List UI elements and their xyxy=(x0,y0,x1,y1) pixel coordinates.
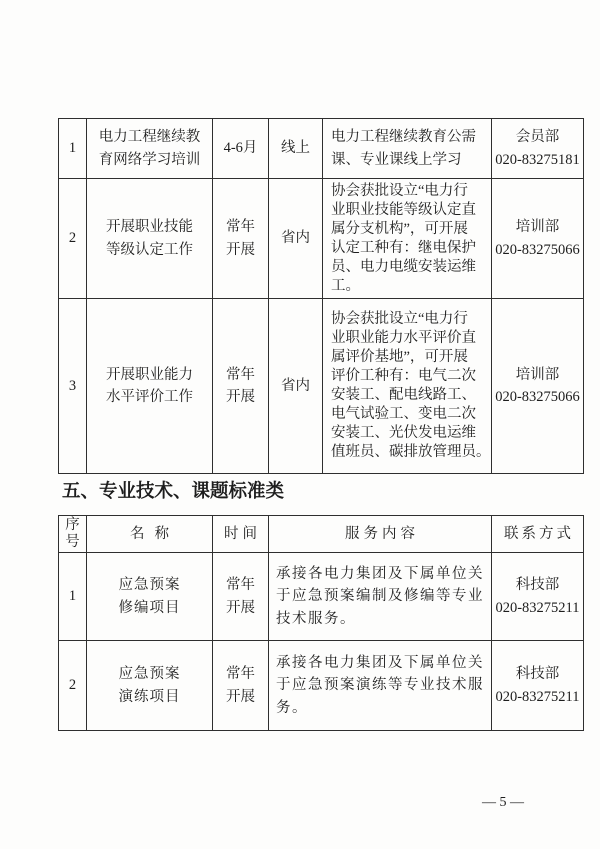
row-number-cell xyxy=(59,553,87,641)
contact-phone: 020-83275181 xyxy=(495,151,580,168)
time-cell xyxy=(213,119,269,179)
time-line: 常年 xyxy=(226,219,255,235)
time-line: 4-6月 xyxy=(223,140,258,156)
item-name-line: 修编项目 xyxy=(118,599,181,616)
item-name-line: 应急预案 xyxy=(118,577,181,593)
service-content-cell xyxy=(323,299,492,474)
contact-phone: 020-83275066 xyxy=(495,241,580,258)
content-line: 业职业能力水平评价直 xyxy=(331,330,476,346)
time-line: 开展 xyxy=(226,389,255,405)
item-name-line: 演练项目 xyxy=(118,688,181,705)
item-name-cell xyxy=(87,299,213,474)
header-name-cell xyxy=(87,516,213,553)
item-name-line: 开展职业能力 xyxy=(106,366,193,383)
contact-department: 培训部 xyxy=(515,219,560,235)
header-number-line: 号 xyxy=(65,534,80,550)
training-services-table xyxy=(58,118,584,474)
contact-cell xyxy=(492,119,584,179)
table-row xyxy=(59,553,584,641)
table-row xyxy=(59,179,584,299)
content-line: 协会获批设立“电力行 xyxy=(331,311,468,327)
item-name-line: 育网络学习培训 xyxy=(98,151,201,168)
location-line: 省内 xyxy=(281,377,310,394)
item-name-line: 应急预案 xyxy=(118,666,181,682)
time-line: 开展 xyxy=(226,599,255,616)
item-name-cell xyxy=(87,119,213,179)
content-line: 属评价基地”，可开展 xyxy=(331,349,468,365)
header-number-cell xyxy=(59,516,87,553)
time-cell xyxy=(213,179,269,299)
service-content-cell xyxy=(269,641,492,731)
content-line: 员、电力电缆安装运维 xyxy=(331,258,476,275)
contact-department: 科技部 xyxy=(515,577,560,593)
service-content-cell xyxy=(269,553,492,641)
content-line: 工。 xyxy=(331,277,360,294)
header-contact-cell xyxy=(492,516,584,553)
content-line: 电气试验工、变电二次 xyxy=(331,406,476,422)
header-contact: 联系方式 xyxy=(504,525,574,542)
contact-phone: 020-83275211 xyxy=(495,688,580,705)
contact-department: 会员部 xyxy=(515,128,560,145)
header-number-line: 序 xyxy=(65,517,80,533)
technical-services-table xyxy=(58,515,584,731)
location-cell xyxy=(269,299,323,474)
time-cell xyxy=(213,553,269,641)
content-line: 协会获批设立“电力行 xyxy=(331,182,468,199)
table-row xyxy=(59,641,584,731)
content-line: 技术服务。 xyxy=(276,610,356,627)
location-cell xyxy=(269,119,323,179)
location-line: 省内 xyxy=(281,230,310,247)
row-number: 1 xyxy=(68,140,77,156)
contact-department: 培训部 xyxy=(515,366,560,383)
item-name-line: 开展职业技能 xyxy=(106,219,193,235)
contact-phone: 020-83275211 xyxy=(495,599,580,616)
row-number: 2 xyxy=(68,677,77,694)
contact-cell xyxy=(492,641,584,731)
content-line: 于应急预案编制及修编等专业 xyxy=(276,588,484,605)
time-line: 常年 xyxy=(226,666,255,682)
content-line: 课、专业课线上学习 xyxy=(331,151,462,168)
header-time: 时间 xyxy=(224,525,261,542)
content-line: 务。 xyxy=(276,699,308,716)
item-name-line: 等级认定工作 xyxy=(106,241,193,258)
row-number-cell xyxy=(59,179,87,299)
table-row xyxy=(59,299,584,474)
content-line: 安装工、光伏发电运维 xyxy=(331,425,476,441)
content-line: 承接各电力集团及下属单位关 xyxy=(276,565,484,582)
section-heading: 五、专业技术、课题标准类 xyxy=(62,481,285,502)
contact-cell xyxy=(492,553,584,641)
row-number-cell xyxy=(59,299,87,474)
content-line: 承接各电力集团及下属单位关 xyxy=(276,654,484,671)
content-line: 电力工程继续教育公需 xyxy=(331,128,476,145)
content-line: 认定工种有：继电保护 xyxy=(331,239,476,256)
header-content-cell xyxy=(269,516,492,553)
table-row xyxy=(59,119,584,179)
header-time-cell xyxy=(213,516,269,553)
header-name: 名称 xyxy=(130,525,179,542)
time-cell xyxy=(213,641,269,731)
row-number-cell xyxy=(59,119,87,179)
time-line: 常年 xyxy=(226,366,255,383)
service-content-cell xyxy=(323,119,492,179)
content-line: 于应急预案演练等专业技术服 xyxy=(276,677,484,694)
item-name-line: 电力工程继续教 xyxy=(98,128,201,145)
row-number: 2 xyxy=(68,230,77,247)
content-line: 安装工、配电线路工、 xyxy=(331,387,476,403)
content-line: 评价工种有：电气二次 xyxy=(331,368,476,384)
service-content-cell xyxy=(323,179,492,299)
time-cell xyxy=(213,299,269,474)
item-name-cell xyxy=(87,179,213,299)
contact-phone: 020-83275066 xyxy=(495,389,580,405)
content-line: 值班员、碳排放管理员。 xyxy=(331,444,491,460)
time-line: 常年 xyxy=(226,577,255,593)
row-number: 1 xyxy=(68,588,77,605)
contact-cell xyxy=(492,179,584,299)
page-number: — 5 — xyxy=(482,795,524,810)
row-number: 3 xyxy=(68,377,77,394)
time-line: 开展 xyxy=(226,688,255,705)
time-line: 开展 xyxy=(226,241,255,258)
content-line: 属分支机构”，可开展 xyxy=(331,220,468,237)
contact-cell xyxy=(492,299,584,474)
item-name-cell xyxy=(87,641,213,731)
table-header-row xyxy=(59,516,584,553)
item-name-cell xyxy=(87,553,213,641)
contact-department: 科技部 xyxy=(515,666,560,682)
item-name-line: 水平评价工作 xyxy=(106,389,193,405)
location-line: 线上 xyxy=(281,140,310,156)
row-number-cell xyxy=(59,641,87,731)
content-line: 业职业技能等级认定直 xyxy=(331,201,476,218)
header-content: 服务内容 xyxy=(345,525,419,542)
location-cell xyxy=(269,179,323,299)
